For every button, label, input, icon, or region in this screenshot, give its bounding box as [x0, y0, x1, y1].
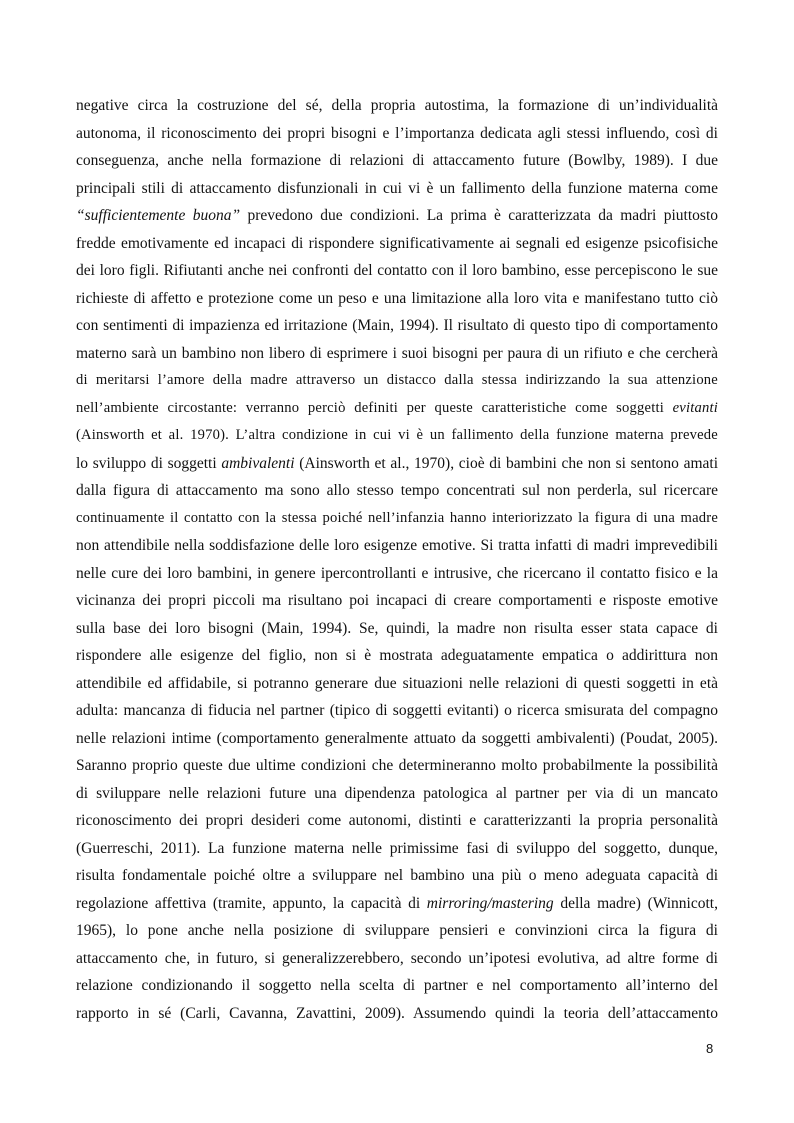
line-text: autonoma, il riconoscimento dei propri bisogni e l’importanza dedicata agli stessi influendo, così di	[76, 124, 718, 142]
text-line	[76, 972, 718, 1000]
text-line	[76, 175, 718, 203]
line-text: fredde emotivamente ed incapaci di rispondere significativamente ai segnali ed esigenze psicofisiche	[76, 234, 718, 252]
text-line	[76, 532, 718, 560]
text-line	[76, 422, 718, 450]
text-line	[76, 890, 718, 918]
line-text: nelle cure dei loro bambini, in genere ipercontrollanti e intrusive, che ricercano il contatto fisico e la	[76, 564, 718, 582]
line-text: Saranno proprio queste due ultime condizioni che determineranno molto probabilmente la possibilità	[76, 757, 718, 774]
line-text: attaccamento che, in futuro, si generalizzerebbero, secondo un’ipotesi evolutiva, ad altre forme di	[76, 949, 718, 967]
text-line	[76, 917, 718, 945]
text-line	[76, 92, 718, 120]
line-text: 1965), lo pone anche nella posizione di sviluppare pensieri e convinzioni circa la figura di	[76, 922, 718, 939]
text-line	[76, 340, 718, 368]
text-line	[76, 862, 718, 890]
line-text: nelle relazioni intime (comportamento generalmente attuato da soggetti ambivalenti) (Poudat, 2005).	[76, 729, 718, 747]
text-line	[76, 312, 718, 340]
line-text: materno sarà un bambino non libero di esprimere i suoi bisogni per paura di un rifiuto e che cercherà	[76, 344, 718, 362]
line-text: della madre) (Winnicott,	[553, 894, 718, 912]
line-text: dalla figura di attaccamento ma sono allo stesso tempo concentrati sul non perderla, sul ricercare	[76, 482, 718, 499]
text-line	[76, 1000, 718, 1028]
text-line	[76, 615, 718, 643]
text-line	[76, 147, 718, 175]
line-text: sulla base dei loro bisogni (Main, 1994). Se, quindi, la madre non risulta esser stata capace di	[76, 619, 718, 637]
text-line	[76, 450, 718, 478]
line-text: di sviluppare nelle relazioni future una dipendenza patologica al partner per via di un mancato	[76, 784, 718, 802]
line-text: conseguenza, anche nella formazione di relazioni di attaccamento future (Bowlby, 1989). I due	[76, 152, 718, 169]
line-text: (Ainsworth et al., 1970), cioè di bambini che non si sentono amati	[294, 454, 718, 472]
text-line	[76, 697, 718, 725]
line-text: negative circa la costruzione del sé, della propria autostima, la formazione di un’individualità	[76, 97, 718, 114]
text-line	[76, 642, 718, 670]
body-paragraph	[76, 92, 718, 1027]
line-text: vicinanza dei propri piccoli ma risultano poi incapaci di creare comportamenti e risposte emotive	[76, 592, 718, 609]
italic-text: “sufficientemente buona”	[76, 207, 241, 224]
text-line	[76, 560, 718, 588]
text-line	[76, 202, 718, 230]
text-line	[76, 670, 718, 698]
text-line	[76, 505, 718, 533]
line-text: attendibile ed affidabile, si potranno generare due situazioni nelle relazioni di questi soggetti in età	[76, 674, 718, 692]
line-text: richieste di affetto e protezione come un peso e una limitazione alla loro vita e manifestano tutto ciò	[76, 289, 718, 307]
line-text: prevedono due condizioni. La prima è caratterizzata da madri piuttosto	[240, 207, 718, 224]
text-line	[76, 257, 718, 285]
line-text: continuamente il contatto con la stessa poiché nell’infanzia hanno interiorizzato la figura di una madre	[76, 509, 718, 526]
line-text: lo sviluppo di soggetti	[76, 454, 222, 472]
line-text: non attendibile nella soddisfazione delle loro esigenze emotive. Si tratta infatti di madri imprevedibili	[76, 537, 718, 554]
text-line	[76, 367, 718, 395]
italic-text: evitanti	[672, 399, 718, 416]
line-text: risulta fondamentale poiché oltre a sviluppare nel bambino una più o meno adeguata capacità di	[76, 867, 718, 884]
page-number: 8	[706, 1041, 714, 1056]
line-text: di meritarsi l’amore della madre attraverso un distacco dalla stessa indirizzando la sua attenzione	[76, 372, 718, 388]
line-text: nell’ambiente circostante: verranno perciò definiti per queste caratteristiche come soggetti	[76, 399, 673, 416]
text-line	[76, 395, 718, 423]
italic-text: ambivalenti	[221, 454, 295, 472]
line-text: rapporto in sé (Carli, Cavanna, Zavattini, 2009). Assumendo quindi la teoria dell’attaccamento	[76, 1004, 718, 1022]
text-line	[76, 587, 718, 615]
line-text: regolazione affettiva (tramite, appunto, la capacità di	[76, 894, 427, 912]
line-text: dei loro figli. Rifiutanti anche nei confronti del contatto con il loro bambino, esse percepiscono le sue	[76, 262, 718, 279]
text-line	[76, 780, 718, 808]
text-line	[76, 285, 718, 313]
text-line	[76, 230, 718, 258]
line-text: relazione condizionando il soggetto nella scelta di partner e nel comportamento all’interno del	[76, 977, 718, 994]
text-line	[76, 752, 718, 780]
text-line	[76, 807, 718, 835]
italic-text: mirroring/mastering	[426, 894, 554, 912]
text-line	[76, 120, 718, 148]
text-line	[76, 945, 718, 973]
line-text: rispondere alle esigenze del figlio, non si è mostrata adeguatamente empatica o addirittura non	[76, 647, 718, 664]
line-text: (Ainsworth et al. 1970). L’altra condizione in cui vi è un fallimento della funzione materna prevede	[76, 427, 718, 443]
line-text: adulta: mancanza di fiducia nel partner (tipico di soggetti evitanti) o ricerca smisurata del compagno	[76, 702, 718, 719]
line-text: principali stili di attaccamento disfunzionali in cui vi è un fallimento della funzione materna come	[76, 179, 718, 197]
text-line	[76, 725, 718, 753]
line-text: riconoscimento dei propri desideri come autonomi, distinti e caratterizzanti la propria personalità	[76, 812, 718, 829]
line-text: (Guerreschi, 2011). La funzione materna nelle primissime fasi di sviluppo del soggetto, dunque,	[76, 839, 718, 857]
text-line	[76, 477, 718, 505]
text-line	[76, 835, 718, 863]
line-text: con sentimenti di impazienza ed irritazione (Main, 1994). Il risultato di questo tipo di comportamento	[76, 317, 718, 334]
